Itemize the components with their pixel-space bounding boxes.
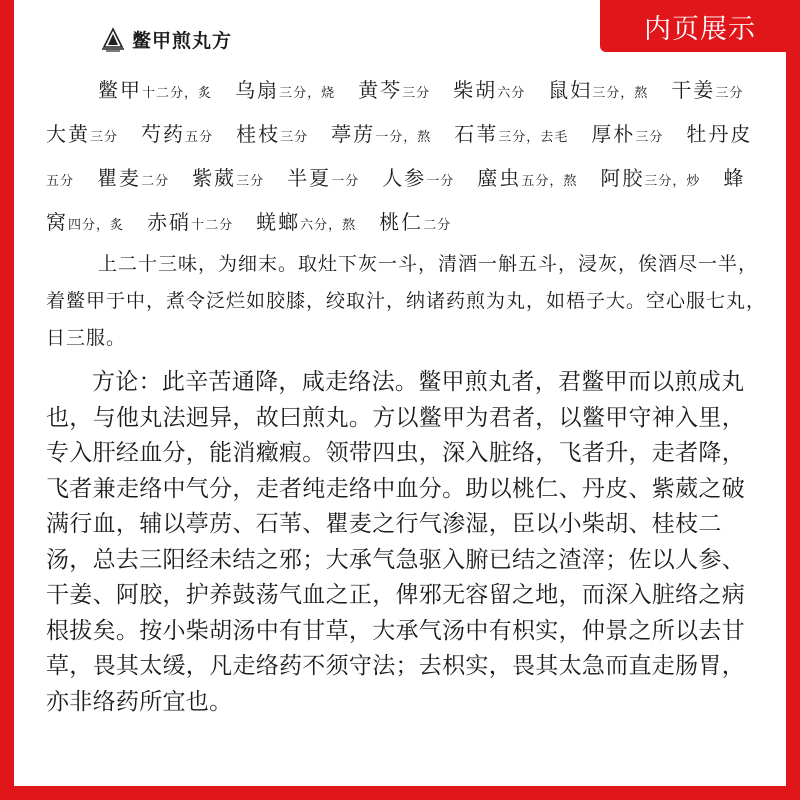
ingredient-dose: 三分 (402, 86, 431, 101)
ingredient-item (453, 80, 525, 102)
ingredient-name: 赤硝 (147, 210, 192, 234)
preparation-text: 上二十三味，为细末。取灶下灰一斗，清酒一斛五斗，浸灰，俟酒尽一半，着鳖甲于中，煮令泛烂如胶膝，绞取汁，纳诸药煎为丸，如梧子大。空心服七丸，日三服。 (46, 253, 767, 349)
ingredient-dose: 三分，熬 (592, 86, 649, 101)
ingredient-dose: 五分，熬 (521, 174, 578, 189)
ingredient-dose: 六分，熬 (300, 218, 357, 233)
ingredient-item (46, 124, 118, 146)
ingredient-dose: 一分 (331, 174, 360, 189)
ingredient-item (147, 212, 233, 234)
ingredient-list (46, 70, 766, 246)
ingredient-name: 阿胶 (600, 166, 645, 190)
ingredient-name: 桂枝 (236, 122, 281, 146)
ingredient-dose: 三分，烧 (279, 86, 336, 101)
ingredient-name: 乌扇 (235, 78, 280, 102)
ingredient-item (192, 168, 264, 190)
ingredient-item (382, 168, 454, 190)
ingredient-dose: 三分 (715, 86, 744, 101)
ingredient-item (358, 80, 430, 102)
ingredient-dose: 四分，炙 (68, 218, 125, 233)
ingredient-name: 鼠妇 (548, 78, 593, 102)
ingredient-item (600, 168, 700, 190)
ingredient-item (379, 212, 451, 234)
ingredient-dose: 五分 (46, 174, 75, 189)
ingredient-item (477, 168, 577, 190)
ingredient-dose: 三分，炒 (644, 174, 701, 189)
section-header (100, 26, 232, 53)
ingredient-name: 紫葳 (192, 166, 237, 190)
ingredient-item (235, 80, 335, 102)
ingredient-name: 干姜 (671, 78, 716, 102)
ingredient-dose: 二分 (423, 218, 452, 233)
ingredient-name: 黄芩 (358, 78, 403, 102)
ingredient-dose: 六分 (497, 86, 526, 101)
ingredient-dose: 三分，去毛 (498, 130, 569, 145)
ingredient-name: 䗪虫 (477, 166, 522, 190)
ingredient-name: 半夏 (287, 166, 332, 190)
ingredient-dose: 三分 (236, 174, 265, 189)
ingredient-name: 石苇 (454, 122, 499, 146)
ingredient-dose: 十二分，炙 (142, 86, 213, 101)
ingredient-name: 瞿麦 (97, 166, 142, 190)
ingredient-dose: 一分 (426, 174, 455, 189)
ingredient-dose: 二分 (141, 174, 170, 189)
ingredient-name: 葶苈 (331, 122, 376, 146)
ingredient-dose: 三分 (280, 130, 309, 145)
ingredient-name: 芍药 (141, 122, 186, 146)
ingredient-item (256, 212, 356, 234)
ingredient-name: 鳖甲 (98, 78, 142, 102)
ingredient-dose: 三分 (90, 130, 119, 145)
ingredient-item (454, 124, 568, 146)
ingredient-item (287, 168, 359, 190)
ingredient-name: 柴胡 (453, 78, 498, 102)
ingredient-name: 蜂窝 (46, 166, 746, 234)
ingredient-dose: 三分 (635, 130, 664, 145)
badge-label: 内页展示 (644, 13, 756, 45)
ingredient-name: 人参 (382, 166, 427, 190)
inner-page-badge (600, 0, 800, 52)
discussion-text: 方论：此辛苦通降，咸走络法。鳖甲煎丸者，君鳖甲而以煎成丸也，与他丸法迥异，故曰煎丸。方以鳖甲为君者，以鳖甲守神入里，专入肝经血分，能消癥瘕。领带四虫，深入脏络，飞者升，走者降，飞者兼走络中气分，走者纯走络中血分。助以桃仁、丹皮、紫葳之破满行血，辅以葶苈、石苇、瞿麦之行气渗湿，臣以小柴胡、桂枝二汤，总去三阳经未结之邪；大承气急驱入腑已结之渣滓；佐以人参、干姜、阿胶，护养鼓荡气血之正，俾邪无容留之地，而深入脏络之病根拔矣。按小柴胡汤中有甘草，大承气汤中有枳实，仲景之所以去甘草，畏其太缓，凡走络药不须守法；去枳实，畏其太急而直走肠胃，亦非络药所宜也。 (46, 369, 745, 715)
ingredient-item (141, 124, 213, 146)
ingredient-name: 大黄 (46, 122, 90, 146)
ingredient-item (236, 124, 308, 146)
ingredient-name: 牡丹皮 (686, 122, 753, 146)
ornament-icon (100, 27, 126, 53)
ingredient-item (331, 124, 431, 146)
ingredient-dose: 一分，熬 (375, 130, 432, 145)
ingredient-item (97, 168, 169, 190)
ingredient-item (548, 80, 648, 102)
ingredient-item (671, 80, 743, 102)
ingredient-dose: 十二分 (191, 218, 234, 233)
ingredient-name: 蜣螂 (256, 210, 301, 234)
ingredient-name: 厚朴 (591, 122, 636, 146)
ingredient-item (98, 80, 212, 102)
ingredient-name: 桃仁 (379, 210, 424, 234)
ingredient-dose: 五分 (185, 130, 214, 145)
page-content (46, 70, 766, 720)
ingredient-item (591, 124, 663, 146)
section-title: 鳖甲煎丸方 (132, 30, 233, 52)
